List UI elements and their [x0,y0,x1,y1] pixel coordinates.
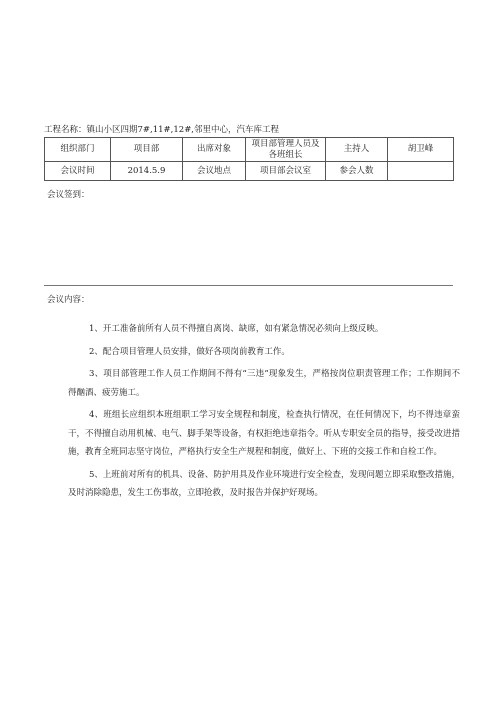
org-value: 项目部 [111,138,183,162]
host-value: 胡卫峰 [388,138,454,162]
sign-in-label: 会议签到： [47,190,90,200]
meeting-info-table [44,137,454,181]
count-value [388,162,454,181]
list-item: 1、开工准备前所有人员不得擅自离岗、缺席，如有紧急情况必须向上级反映。 [89,324,384,334]
host-label: 主持人 [326,138,388,162]
list-item: 2、配合项目管理人员安排，做好各项岗前教育工作。 [89,346,290,357]
meeting-items [68,320,460,507]
table-row [45,138,454,162]
section-divider [44,285,453,286]
org-label: 组织部门 [45,138,111,162]
time-label: 会议时间 [45,162,111,181]
table-row [45,162,454,181]
attendees-value: 项目部管理人员及各班组长 [246,138,326,162]
place-label: 会议地点 [183,162,246,181]
time-value: 2014.5.9 [111,162,183,181]
count-label: 参会人数 [326,162,388,181]
list-item: 5、上班前对所有的机具、设备、防护用具及作业环境进行安全检查，发现问题立即采取整改措施，及时消除隐患，发生工伤事故，立即抢救，及时报告并保护好现场。 [68,469,460,498]
attendees-label: 出席对象 [183,138,246,162]
content-label: 会议内容： [47,295,90,305]
project-name: 工程名称：镇山小区四期7#,11#,12#,邻里中心，汽车库工程 [44,125,280,135]
list-item: 3、项目部管理工作人员工作期间不得有“三违”现象发生，严格按岗位职责管理工作；工作期间不得酗酒、疲劳施工。 [68,369,460,398]
list-item: 4、班组长应组织本班组职工学习安全规程和制度，检查执行情况，在任何情况下，均不得违章蛮干，不得擅自动用机械、电气、脚手架等设备，有权拒绝违章指令。听从专职安全员的指导，接受改进措施，教育全班同志坚守岗位，严格执行安全生产规程和制度，做好上、下班的交接工作和自检工作。 [68,410,460,457]
place-value: 项目部会议室 [246,162,326,181]
